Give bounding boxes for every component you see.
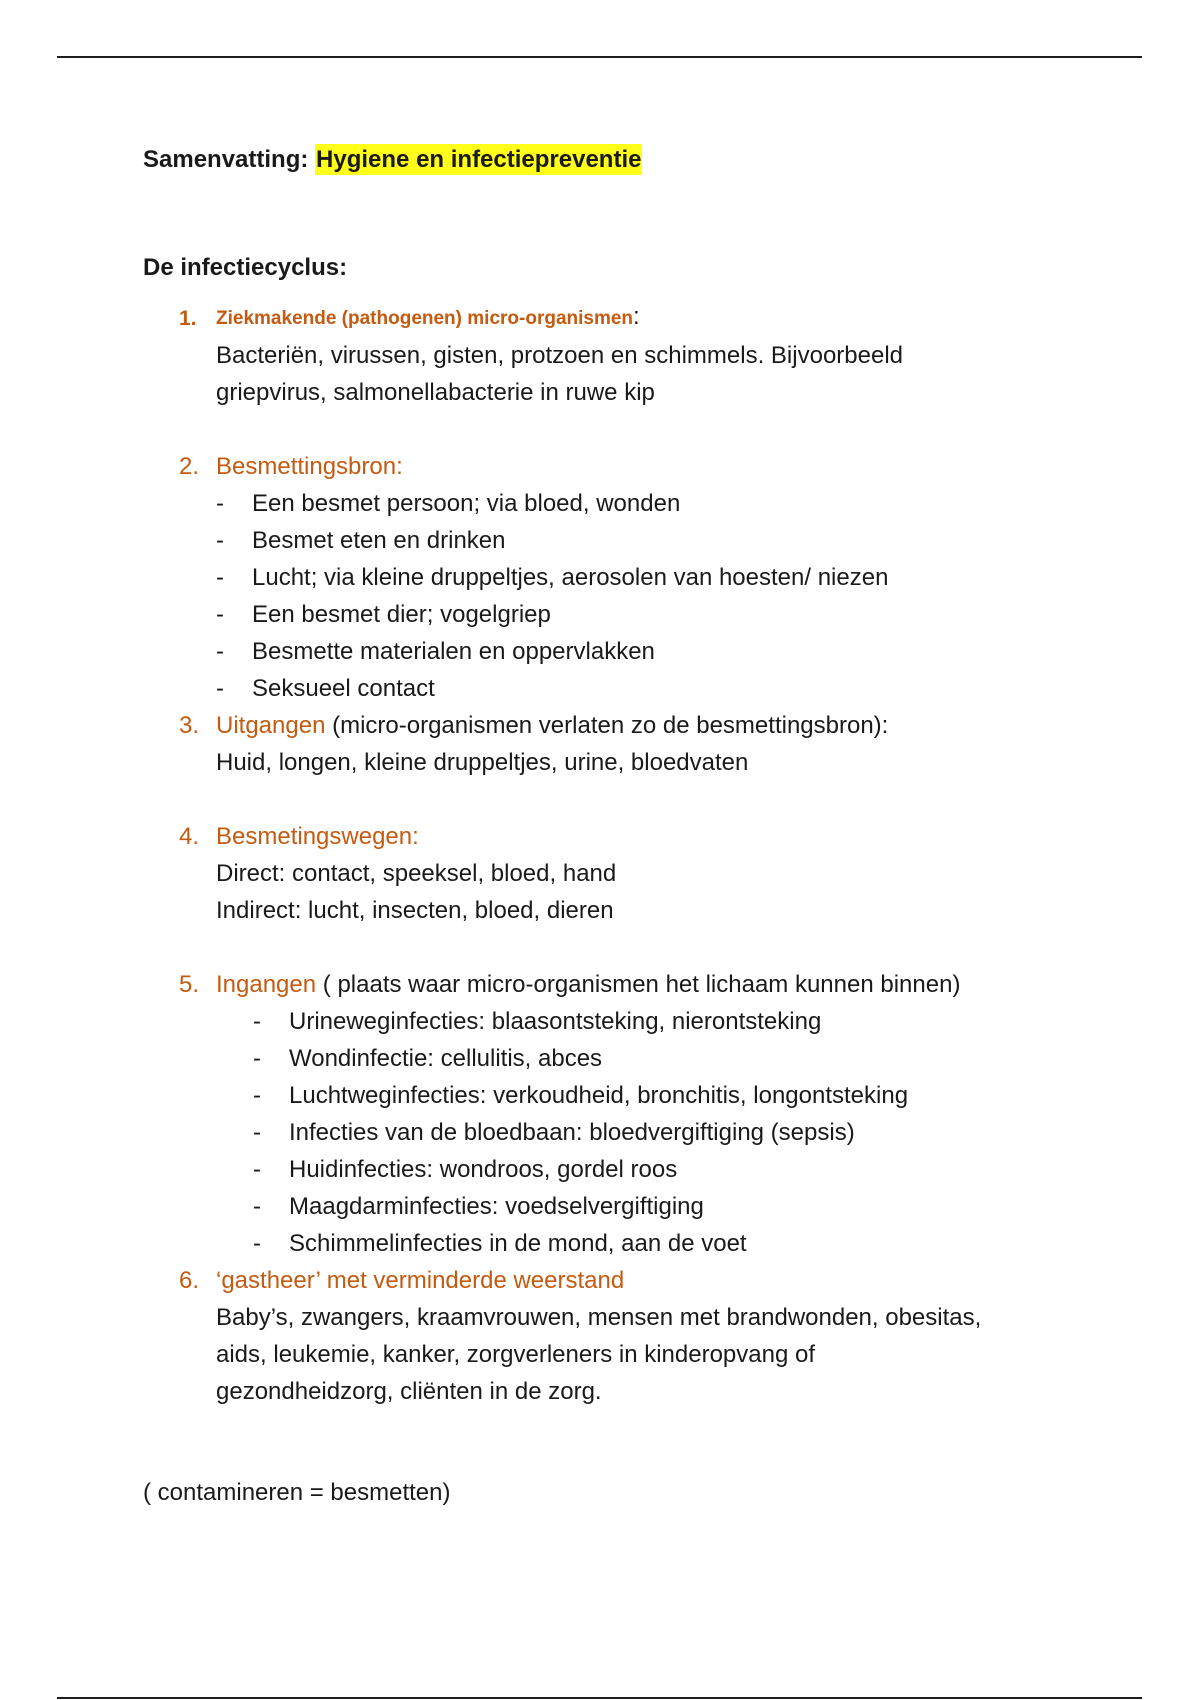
top-rule [57,56,1142,58]
bullet-item: - Wondinfectie: cellulitis, abces [253,1045,603,1072]
item-text: Huid, longen, kleine druppeltjes, urine, bloedvaten [216,749,749,776]
bullet-item: - Besmette materialen en oppervlakken [216,638,655,665]
bullet-item: - Urineweginfecties: blaasontsteking, nierontsteking [253,1008,822,1035]
bullet-item: - Luchtweginfecties: verkoudheid, bronchitis, longontsteking [253,1082,909,1109]
item-number: 5. [179,971,200,998]
list-item-3: 3. Uitgangen (micro-organismen verlaten zo de besmettingsbron): Huid, longen, kleine druppeltjes, urine, bloedvaten [216,707,1103,781]
list-item-5: 5. Ingangen ( plaats waar micro-organismen het lichaam kunnen binnen) - Urineweginfecties: blaasontsteking, nierontsteking - Wondinfectie: cellulitis, abces - Luchtweginfecties: verkoudheid, bronchitis, longontsteking - Infecties van de bloedbaan: bloedvergiftiging (sepsis) - Huidinfecties: wondroos, gordel roos - Maagdarminfecties: voedselvergiftiging - Schimmelinfecties in de mond, aan de voet [216,966,1103,1262]
bullet-item: - Schimmelinfecties in de mond, aan de voet [253,1230,747,1257]
item-heading: Uitgangen [216,712,326,739]
bottom-rule [57,1697,1142,1699]
bullet-item: - Infecties van de bloedbaan: bloedvergiftiging (sepsis) [253,1119,855,1146]
footnote: ( contamineren = besmetten) [143,1479,451,1506]
section-heading: De infectiecyclus: [143,254,348,281]
item-heading: Ziekmakende (pathogenen) micro-organismen [216,308,634,329]
item-number: 1. [179,307,197,330]
document-body [143,142,1103,1511]
bullet-item: - Een besmet dier; vogelgriep [216,601,551,628]
item-text: Baby’s, zwangers, kraamvrouwen, mensen met brandwonden, obesitas, [216,1304,982,1331]
item-text: Bacteriën, virussen, gisten, protzoen en schimmels. Bijvoorbeeld [216,342,903,369]
item-number: 4. [179,823,200,850]
item-text: gezondheidzorg, cliënten in de zorg. [216,1378,602,1405]
item-heading: Ingangen [216,971,317,998]
bullet-item: - Een besmet persoon; via bloed, wonden [216,490,681,517]
item-text: griepvirus, salmonellabacterie in ruwe kip [216,379,655,406]
bullet-item: - Maagdarminfecties: voedselvergiftiging [253,1193,704,1220]
document-title: Samenvatting: Hygiene en infectiepreventie [143,146,642,173]
item-heading: ‘gastheer’ met verminderde weerstand [216,1267,625,1294]
bullet-item: - Seksueel contact [216,675,435,702]
item-text: Indirect: lucht, insecten, bloed, dieren [216,897,614,924]
item-heading: Besmettingsbron: [216,453,403,480]
list-item-6 [179,1262,1103,1410]
item-number: 3. [179,712,200,739]
bullet-item: - Lucht; via kleine druppeltjes, aerosolen van hoesten/ niezen [216,564,889,591]
list-item-4 [179,818,1103,929]
bullet-item: - Huidinfecties: wondroos, gordel roos [253,1156,678,1183]
title-highlight: Hygiene en infectiepreventie [316,146,642,173]
item-number: 6. [179,1267,200,1294]
item-text: Direct: contact, speeksel, bloed, hand [216,860,617,887]
item-heading: Besmetingswegen: [216,823,419,850]
bullet-item: - Besmet eten en drinken [216,527,506,554]
list-item-2 [179,448,1103,707]
item-number: 2. [179,453,200,480]
item-text: aids, leukemie, kanker, zorgverleners in kinderopvang of [216,1341,815,1368]
bullet-list [253,1003,1103,1262]
bullet-list [216,485,1103,707]
list-item-1: 1. Ziekmakende (pathogenen) micro-organismen: Bacteriën, virussen, gisten, protzoen en schimmels. Bijvoorbeeld griepvirus, salmonellabacterie in ruwe kip [216,300,1103,411]
